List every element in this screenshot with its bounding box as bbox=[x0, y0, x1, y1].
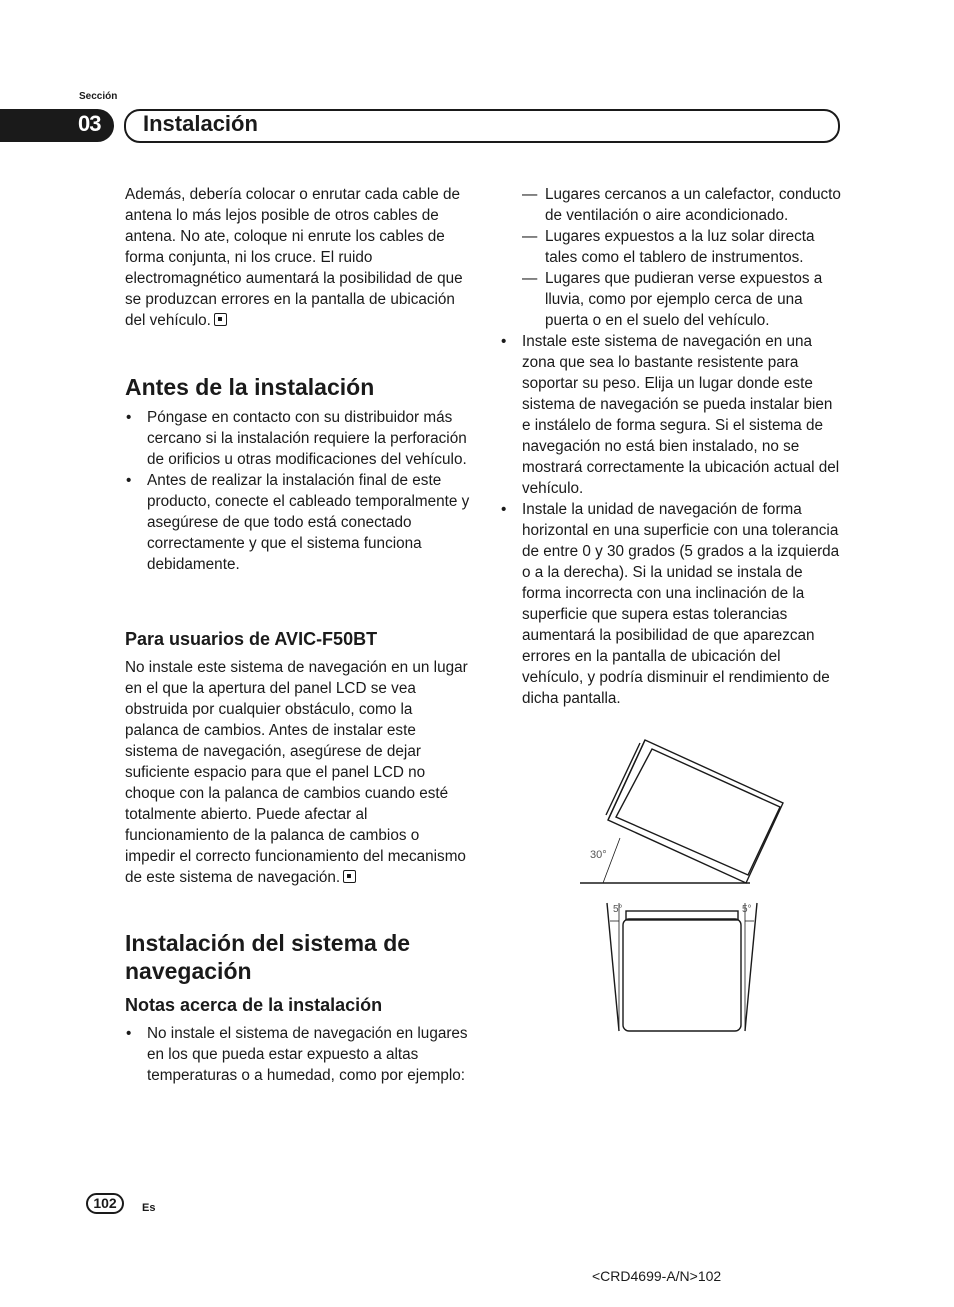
list-item: • Antes de realizar la instalación final de este producto, conecte el cableado temporalmente y asegúrese de que todo está conectado correctamente y que el sistema funciona debidamente. bbox=[125, 470, 470, 575]
avic-heading: Para usuarios de AVIC-F50BT bbox=[125, 629, 378, 649]
list-item: • Póngase en contacto con su distribuidor más cercano si la instalación requiere la perforación de orificios u otras modificaciones del vehículo. bbox=[125, 407, 470, 470]
end-mark-icon bbox=[214, 313, 227, 326]
end-mark-icon bbox=[343, 870, 356, 883]
dash-item: — Lugares que pudieran verse expuestos a lluvia, como por ejemplo cerca de una puerta o en el suelo del vehículo. bbox=[500, 268, 845, 331]
dash-item: — Lugares cercanos a un calefactor, conducto de ventilación o aire acondicionado. bbox=[500, 184, 845, 226]
notas-heading: Notas acerca de la instalación bbox=[125, 995, 383, 1015]
intro-text: Además, debería colocar o enrutar cada cable de antena lo más lejos posible de otros cables de antena. No ate, coloque ni enrute los cables de forma conjunta, ni los cruce. El ruido electromagnético aumentará la posibilidad de que se produzcan errores en la pantalla de ubicación del vehículo. bbox=[125, 186, 463, 329]
language-label: Es bbox=[142, 1202, 156, 1214]
tilted-unit-figure bbox=[606, 740, 783, 883]
antes-list bbox=[125, 407, 470, 575]
avic-paragraph bbox=[125, 657, 470, 888]
notas-list bbox=[125, 1023, 470, 1086]
section-label: Sección bbox=[79, 91, 118, 102]
dash-item: — Lugares expuestos a la luz solar directa tales como el tablero de instrumentos. bbox=[500, 226, 845, 268]
left-angle-label: 5° bbox=[613, 904, 623, 915]
right-column bbox=[500, 184, 845, 709]
tilt-angle-label: 30° bbox=[590, 849, 607, 861]
avic-section bbox=[125, 627, 470, 651]
avic-text: No instale este sistema de navegación en un lugar en el que la apertura del panel LCD se vea obstruida por cualquier obstáculo, como la palanca de cambios. Antes de instalar este sistema de navegación, asegúrese de dejar suficiente espacio para que el panel LCD no choque con la palanca de cambios cuando esté totalmente abierto. Puede afectar al funcionamiento de la palanca de cambios o impedir el correcto funcionamiento del mecanismo de este sistema de navegación. bbox=[125, 659, 468, 886]
antes-section bbox=[125, 373, 470, 401]
list-item: • No instale el sistema de navegación en lugares en los que pueda estar expuesto a altas temperaturas o a humedad, como por ejemplo: bbox=[125, 1023, 470, 1086]
nav-section bbox=[125, 929, 465, 985]
notas-section bbox=[125, 993, 470, 1017]
antes-heading: Antes de la instalación bbox=[125, 374, 375, 400]
page-title: Instalación bbox=[143, 111, 258, 136]
right-angle-label: 5° bbox=[742, 904, 752, 915]
front-unit-figure bbox=[607, 903, 757, 1031]
page-number-badge: 102 bbox=[86, 1193, 124, 1214]
list-item: • Instale la unidad de navegación de forma horizontal en una superficie con una tolerancia de entre 0 y 30 grados (5 grados a la izquierda o a la derecha). Si la unidad se instala de forma incorrecta con una inclinación de la superficie que supera estas tolerancias aumentará la posibilidad de que aparezcan errores en la pantalla de ubicación del vehículo, y podría disminuir el rendimiento de dicha pantalla. bbox=[500, 499, 845, 709]
document-code: <CRD4699-A/N>102 bbox=[592, 1268, 722, 1284]
nav-heading: Instalación del sistema de navegación bbox=[125, 930, 411, 984]
section-number: 03 bbox=[78, 111, 101, 136]
installation-angle-diagram bbox=[570, 735, 790, 1040]
intro-paragraph bbox=[125, 184, 470, 331]
list-item: • Instale este sistema de navegación en una zona que sea lo bastante resistente para soportar su peso. Elija un lugar donde este sistema de navegación se pueda instalar bien e instálelo de forma segura. Si el sistema de navegación no está bien instalado, no se mostrará correctamente la ubicación actual del vehículo. bbox=[500, 331, 845, 499]
